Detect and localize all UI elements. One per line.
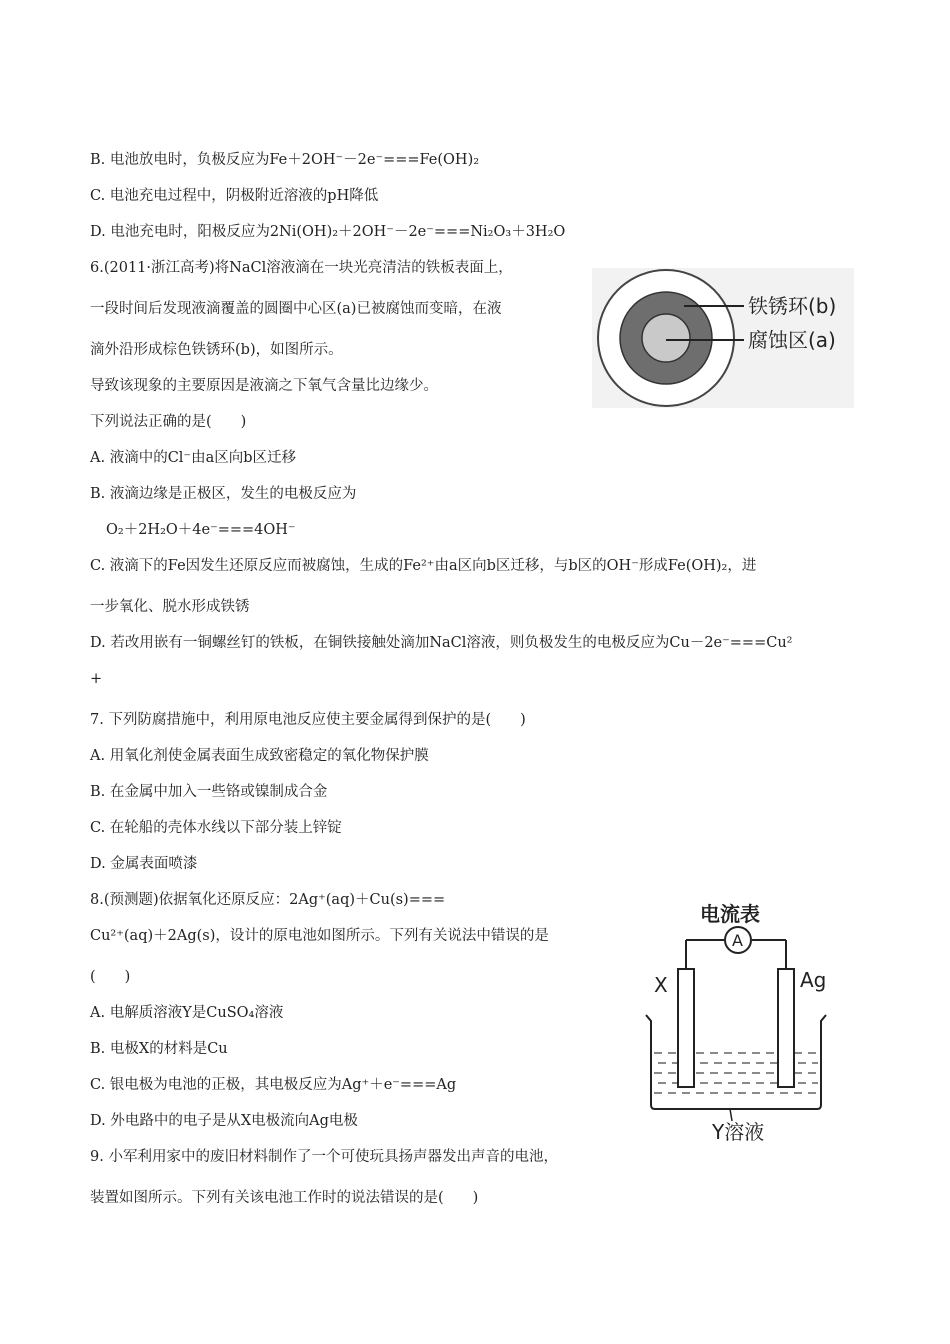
- q8-stem-2: Cu²⁺(aq)＋2Ag(s)，设计的原电池如图所示。下列有关说法中错误的是: [90, 928, 549, 944]
- q6-option-b-equation: O₂＋2H₂O＋4e⁻===4OH⁻: [106, 522, 296, 538]
- q6-stem-3: 滴外沿形成棕色铁锈环(b)，如图所示。: [90, 342, 343, 358]
- q9-stem-2: 装置如图所示。下列有关该电池工作时的说法错误的是( ): [90, 1190, 479, 1206]
- q6-stem-1: 6.(2011·浙江高考)将NaCl溶液滴在一块光亮清洁的铁板表面上，: [90, 260, 513, 276]
- q6-option-a: A. 液滴中的Cl⁻由a区向b区迁移: [90, 450, 297, 466]
- electrode-ag: [778, 969, 794, 1087]
- q5-option-c: C. 电池充电过程中，阴极附近溶液的pH降低: [90, 188, 379, 204]
- q6-option-b: B. 液滴边缘是正极区，发生的电极反应为: [90, 486, 357, 502]
- q6-stem-5: 下列说法正确的是( ): [90, 414, 247, 430]
- q6-option-c: C. 液滴下的Fe因发生还原反应而被腐蚀，生成的Fe²⁺由a区向b区迁移，与b区的OH⁻形成Fe(OH)₂，进: [90, 558, 757, 574]
- q6-stem-2: 一段时间后发现液滴覆盖的圆圈中心区(a)已被腐蚀而变暗，在液: [90, 301, 502, 317]
- electrode-x-label: X: [654, 973, 668, 997]
- q8-option-b: B. 电极X的材料是Cu: [90, 1041, 228, 1057]
- q8-option-c: C. 银电极为电池的正极，其电极反应为Ag⁺＋e⁻===Ag: [90, 1077, 457, 1093]
- galvanic-cell-figure: [640, 895, 840, 1150]
- q6-option-d: D. 若改用嵌有一铜螺丝钉的铁板，在铜铁接触处滴加NaCl溶液，则负极发生的电极反应为Cu－2e⁻===Cu²: [90, 635, 793, 651]
- label-rust-ring: 铁锈环(b): [748, 294, 837, 318]
- corrosion-zone-a: [642, 314, 690, 362]
- solution-label: Y溶液: [712, 1120, 765, 1144]
- q7-option-c: C. 在轮船的壳体水线以下部分装上锌锭: [90, 820, 342, 836]
- ammeter-title: 电流表: [700, 902, 760, 926]
- q8-stem-1: 8.(预测题)依据氧化还原反应：2Ag⁺(aq)＋Cu(s)===: [90, 892, 446, 908]
- q7-option-a: A. 用氧化剂使金属表面生成致密稳定的氧化物保护膜: [90, 748, 429, 764]
- q7-option-b: B. 在金属中加入一些铬或镍制成合金: [90, 784, 328, 800]
- q6-option-d-cont: +: [90, 671, 103, 687]
- q5-option-d: D. 电池充电时，阳极反应为2Ni(OH)₂＋2OH⁻－2e⁻===Ni₂O₃＋3H₂O: [90, 224, 566, 240]
- label-corrosion-zone: 腐蚀区(a): [748, 328, 836, 352]
- q8-option-a: A. 电解质溶液Y是CuSO₄溶液: [90, 1005, 284, 1021]
- q7-option-d: D. 金属表面喷漆: [90, 856, 198, 872]
- corrosion-figure: [592, 268, 854, 408]
- q5-option-b: B. 电池放电时，负极反应为Fe＋2OH⁻－2e⁻===Fe(OH)₂: [90, 152, 480, 168]
- q6-stem-4: 导致该现象的主要原因是液滴之下氧气含量比边缘少。: [90, 378, 438, 394]
- q6-option-c-cont: 一步氧化、脱水形成铁锈: [90, 599, 250, 615]
- q9-stem-1: 9. 小军利用家中的废旧材料制作了一个可使玩具扬声器发出声音的电池，: [90, 1149, 558, 1165]
- electrolyte-region: [651, 1053, 821, 1105]
- electrode-x: [678, 969, 694, 1087]
- ammeter-symbol: A: [732, 931, 743, 950]
- electrode-ag-label: Ag: [800, 968, 827, 992]
- q8-option-d: D. 外电路中的电子是从X电极流向Ag电极: [90, 1113, 358, 1129]
- q8-stem-3: ( ): [90, 969, 131, 985]
- q7-stem: 7. 下列防腐措施中，利用原电池反应使主要金属得到保护的是( ): [90, 712, 526, 728]
